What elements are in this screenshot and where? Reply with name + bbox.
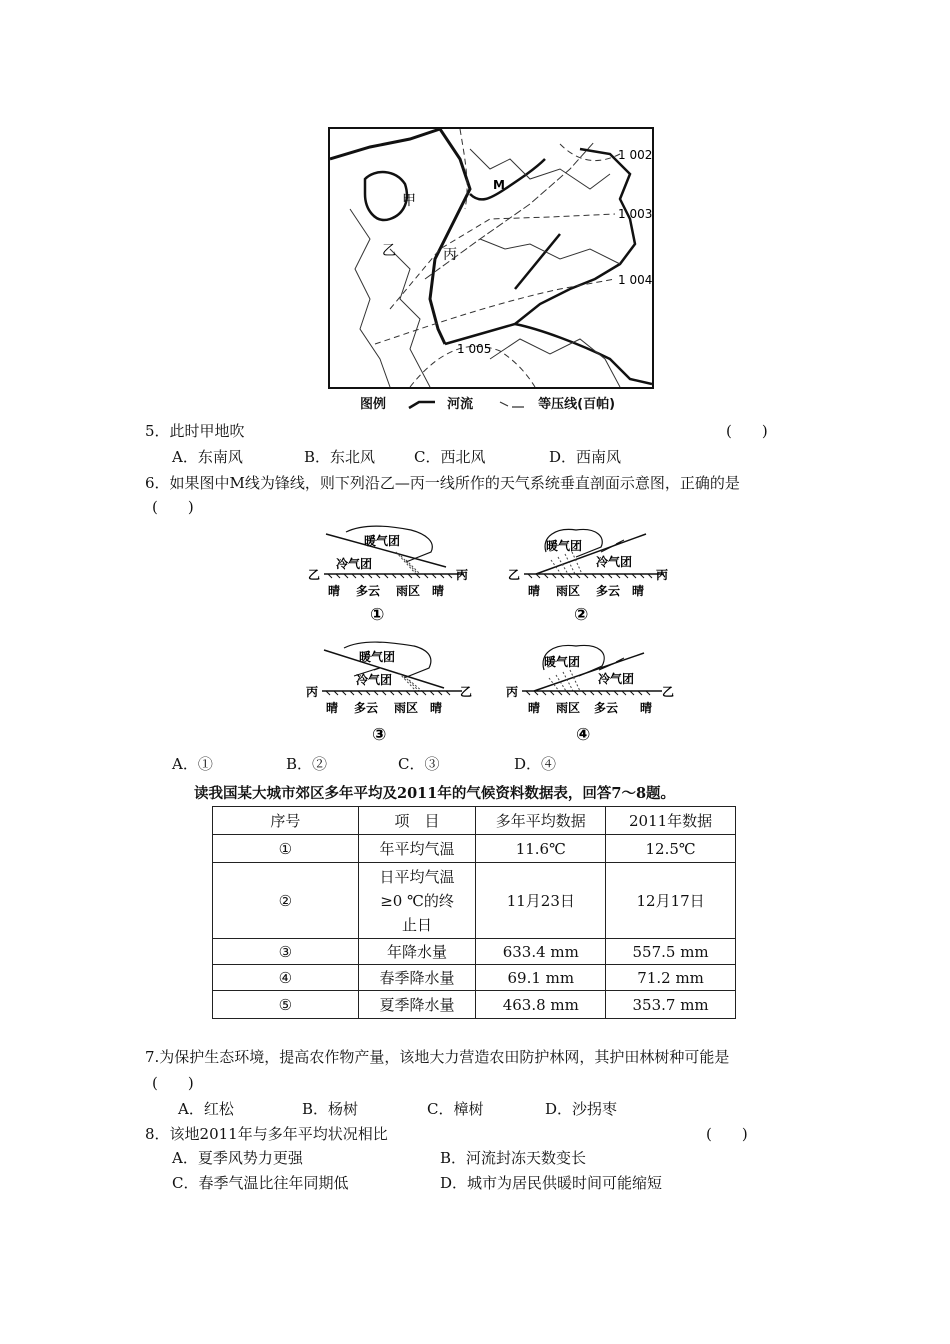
front-diagram-1 — [306, 522, 481, 631]
cell-num: ③ — [213, 939, 359, 965]
q5-option-a[interactable]: A．东南风 — [172, 448, 243, 466]
cell-avg: 633.4 mm — [476, 939, 606, 965]
q7-stem: 7.为保护生态环境，提高农作物产量，该地大力营造农田防护林网，其护田林树种可能是 — [145, 1048, 730, 1066]
q6-option-a[interactable]: A．① — [172, 755, 213, 773]
diagram-number: ② — [574, 605, 589, 625]
cell-num: ④ — [213, 965, 359, 991]
cell-2011: 71.2 mm — [606, 965, 736, 991]
q8-option-d[interactable]: D．城市为居民供暖时间可能缩短 — [440, 1174, 663, 1192]
cell-avg: 11.6℃ — [476, 835, 606, 863]
cell-avg: 69.1 mm — [476, 965, 606, 991]
cell-num: ① — [213, 835, 359, 863]
map-label-jia: 甲 — [402, 193, 416, 209]
q7-paren: ( ) — [152, 1074, 194, 1092]
q8-option-b[interactable]: B．河流封冻天数变长 — [440, 1149, 587, 1167]
q5-option-d[interactable]: D．西南风 — [549, 448, 622, 466]
front-diagram-4 — [504, 638, 679, 752]
q8-option-a[interactable]: A．夏季风势力更强 — [172, 1149, 303, 1167]
cell-item — [358, 863, 476, 939]
front-diagram-3 — [304, 638, 479, 752]
q8-stem: 8．该地2011年与多年平均状况相比 — [145, 1125, 388, 1143]
isobar-label: 1 004 — [618, 273, 652, 287]
diagram-number: ④ — [576, 725, 591, 745]
table-row — [213, 965, 736, 991]
q6-paren: ( ) — [152, 498, 194, 516]
warm-air-label: 暖气团 — [544, 655, 581, 669]
diagram-number: ① — [370, 605, 385, 625]
q8-option-c[interactable]: C．春季气温比往年同期低 — [172, 1174, 349, 1192]
q5-stem: 5．此时甲地吹 — [145, 422, 245, 440]
legend-isobar: 等压线(百帕) — [538, 397, 616, 412]
q6-option-c[interactable]: C．③ — [398, 755, 440, 773]
table-row — [213, 991, 736, 1019]
cell-2011: 12月17日 — [606, 863, 736, 939]
warm-air-label: 暖气团 — [359, 650, 396, 664]
weather-label: 雨区 — [396, 584, 421, 598]
cold-air-label: 冷气团 — [336, 557, 373, 571]
isobar-map — [328, 127, 654, 389]
left-location-label: 丙 — [306, 685, 319, 699]
q5-paren: ( ) — [726, 422, 768, 440]
isobar-label: 1 005 — [457, 342, 492, 356]
weather-label: 多云 — [356, 584, 381, 598]
q6-stem: 6．如果图中M线为锋线，则下列沿乙—丙一线所作的天气系统垂直剖面示意图，正确的是 — [145, 474, 740, 492]
river-symbol-icon — [407, 400, 437, 410]
cell-num: ② — [213, 863, 359, 939]
left-location-label: 乙 — [308, 568, 321, 582]
cell-item: 年降水量 — [358, 939, 476, 965]
isobar-label: 1 003 — [618, 207, 652, 221]
table-header: 项 目 — [358, 807, 476, 835]
q7-option-c[interactable]: C．樟树 — [427, 1100, 484, 1118]
weather-label: 晴 — [326, 701, 339, 715]
isobar-symbol-icon — [498, 400, 528, 410]
right-location-label: 丙 — [656, 568, 669, 582]
weather-label: 晴 — [328, 584, 341, 598]
cell-item: 春季降水量 — [358, 965, 476, 991]
weather-label: 雨区 — [556, 701, 581, 715]
map-label-bing: 丙 — [443, 247, 457, 263]
table-header-row — [213, 807, 736, 835]
cold-air-label: 冷气团 — [356, 673, 393, 687]
cell-item-line: 日平均气温 — [379, 867, 455, 886]
weather-label: 多云 — [354, 701, 379, 715]
q8-paren: ( ) — [706, 1125, 748, 1143]
weather-label: 晴 — [640, 701, 653, 715]
map-drawing — [330, 129, 652, 387]
q7-option-a[interactable]: A．红松 — [178, 1100, 234, 1118]
weather-label: 晴 — [528, 701, 541, 715]
table-row — [213, 835, 736, 863]
q5-option-b[interactable]: B．东北风 — [304, 448, 376, 466]
cell-item-line: ≥0 ℃的终 — [380, 891, 454, 910]
q7-option-b[interactable]: B．杨树 — [302, 1100, 359, 1118]
weather-label: 晴 — [632, 584, 645, 598]
warm-air-label: 暖气团 — [546, 539, 583, 553]
weather-label: 晴 — [432, 584, 445, 598]
right-location-label: 乙 — [460, 685, 473, 699]
legend-title: 图例 — [360, 397, 387, 412]
diagram-number: ③ — [372, 725, 387, 745]
cell-num: ⑤ — [213, 991, 359, 1019]
q5-option-c[interactable]: C．西北风 — [414, 448, 486, 466]
cold-air-label: 冷气团 — [596, 555, 633, 569]
cell-2011: 353.7 mm — [606, 991, 736, 1019]
cell-avg: 11月23日 — [476, 863, 606, 939]
cell-item: 夏季降水量 — [358, 991, 476, 1019]
map-label-yi: 乙 — [382, 243, 396, 259]
table-header: 多年平均数据 — [476, 807, 606, 835]
warm-air-label: 暖气团 — [364, 534, 401, 548]
legend-river: 河流 — [447, 397, 474, 412]
cold-air-label: 冷气团 — [598, 672, 635, 686]
weather-label: 多云 — [596, 584, 621, 598]
q7-option-d[interactable]: D．沙拐枣 — [545, 1100, 618, 1118]
isobar-label: 1 002 — [618, 148, 652, 162]
cell-item-line: 止日 — [402, 915, 433, 934]
weather-label: 晴 — [528, 584, 541, 598]
left-location-label: 乙 — [508, 568, 521, 582]
left-location-label: 丙 — [506, 685, 519, 699]
table-row — [213, 863, 736, 939]
weather-label: 多云 — [594, 701, 619, 715]
cell-2011: 557.5 mm — [606, 939, 736, 965]
weather-label: 雨区 — [394, 701, 419, 715]
weather-label: 雨区 — [556, 584, 581, 598]
q6-option-b[interactable]: B．② — [286, 755, 328, 773]
table-row — [213, 939, 736, 965]
climate-data-table — [212, 806, 736, 1019]
q6-option-d[interactable]: D．④ — [514, 755, 557, 773]
front-diagram-2 — [506, 522, 681, 631]
cell-2011: 12.5℃ — [606, 835, 736, 863]
right-location-label: 乙 — [662, 685, 675, 699]
map-label-m: M — [493, 178, 505, 192]
map-legend — [360, 393, 615, 412]
cell-item: 年平均气温 — [358, 835, 476, 863]
weather-label: 晴 — [430, 701, 443, 715]
right-location-label: 丙 — [456, 568, 469, 582]
table-header: 2011年数据 — [606, 807, 736, 835]
table-header: 序号 — [213, 807, 359, 835]
table-intro: 读我国某大城市郊区多年平均及2011年的气候资料数据表，回答7～8题。 — [194, 785, 676, 802]
cell-avg: 463.8 mm — [476, 991, 606, 1019]
